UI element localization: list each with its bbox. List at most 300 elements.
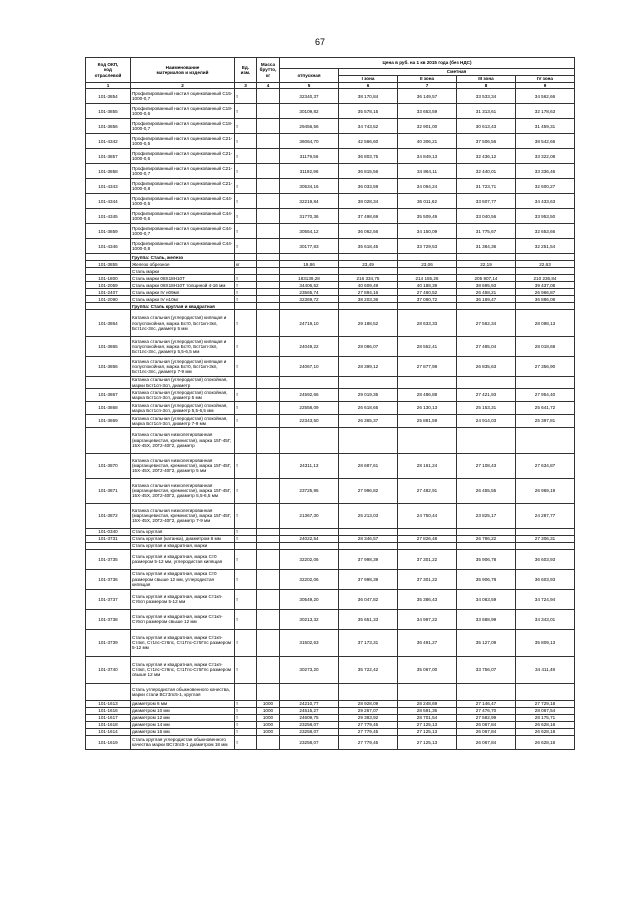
row-mass bbox=[257, 254, 280, 261]
header-unit-line2: изм. bbox=[240, 70, 251, 75]
row-code: 101-2090 bbox=[86, 296, 131, 303]
row-price-zone-2: 34 864,11 bbox=[398, 164, 457, 179]
row-price-zone-1: 27 894,16 bbox=[339, 289, 398, 296]
row-price-wholesale: 183139,28 bbox=[280, 275, 339, 282]
row-unit: т bbox=[235, 310, 257, 337]
row-unit: т bbox=[235, 337, 257, 357]
row-mass bbox=[257, 629, 280, 656]
row-name: Профилированный настил оцинкованный С44-1000-0,6 bbox=[131, 209, 235, 224]
row-price-zone-4 bbox=[516, 377, 575, 389]
row-mass bbox=[257, 478, 280, 503]
table-row bbox=[86, 310, 575, 337]
row-unit: т bbox=[235, 149, 257, 164]
row-unit: т bbox=[235, 239, 257, 254]
row-name: Группа: Сталь круглая и квадратная bbox=[131, 303, 235, 310]
row-price-zone-1: 26 618,65 bbox=[339, 401, 398, 414]
row-price-zone-4: 22,63 bbox=[516, 261, 575, 268]
page-number: 67 bbox=[314, 37, 325, 47]
row-price-wholesale bbox=[280, 528, 339, 535]
row-price-zone-2: 40 306,21 bbox=[398, 134, 457, 149]
row-price-zone-1: 42 566,60 bbox=[339, 134, 398, 149]
row-price-wholesale: 24210,77 bbox=[280, 700, 339, 707]
row-price-zone-1: 27 779,45 bbox=[339, 735, 398, 749]
row-unit: т bbox=[235, 388, 257, 401]
row-price-zone-2: 35 509,49 bbox=[398, 209, 457, 224]
row-code: 101-3857 bbox=[86, 149, 131, 164]
row-price-zone-4: 34 562,66 bbox=[516, 89, 575, 104]
row-price-zone-4 bbox=[516, 268, 575, 275]
row-price-zone-2: 214 155,26 bbox=[398, 275, 457, 282]
row-price-zone-3 bbox=[457, 377, 516, 389]
row-mass bbox=[257, 179, 280, 194]
row-unit: т bbox=[235, 609, 257, 629]
row-price-zone-3: 26 067,84 bbox=[457, 735, 516, 749]
row-price-zone-3: 32 440,01 bbox=[457, 164, 516, 179]
row-price-zone-1 bbox=[339, 268, 398, 275]
row-name: Катанка стальная (углеродистая) спокойная, марки Бст1сп-3сп, диаметр bbox=[131, 377, 235, 389]
row-mass bbox=[257, 209, 280, 224]
row-price-zone-2: 33 653,59 bbox=[398, 104, 457, 119]
row-code bbox=[86, 254, 131, 261]
row-price-zone-3: 31 723,71 bbox=[457, 179, 516, 194]
row-code: 101-4344 bbox=[86, 194, 131, 209]
row-price-zone-1: 28 399,12 bbox=[339, 357, 398, 377]
row-price-zone-1: 34 743,52 bbox=[339, 119, 398, 134]
row-price-zone-4 bbox=[516, 303, 575, 310]
row-name: Катанка стальная низколегированная (марганцевистая, кремнистая), марка 15Г-45Г, 15Х-45Х, 20Г2-40Г2, диаметр bbox=[131, 427, 235, 453]
row-unit: т bbox=[235, 282, 257, 289]
row-mass: 1000 bbox=[257, 700, 280, 707]
row-price-wholesale: 24022,54 bbox=[280, 535, 339, 542]
row-unit: т bbox=[235, 503, 257, 528]
table-row bbox=[86, 149, 575, 164]
row-price-zone-3 bbox=[457, 268, 516, 275]
row-price-zone-3: 35 906,78 bbox=[457, 549, 516, 569]
row-code: 101-1617 bbox=[86, 714, 131, 721]
table-row bbox=[86, 569, 575, 589]
row-price-wholesale: 23258,07 bbox=[280, 728, 339, 735]
table-row bbox=[86, 609, 575, 629]
row-code: 101-1800 bbox=[86, 275, 131, 282]
row-code: 101-1614 bbox=[86, 728, 131, 735]
row-price-wholesale: 31179,56 bbox=[280, 149, 339, 164]
row-price-zone-4: 39 437,08 bbox=[516, 282, 575, 289]
row-name: Сталь круглая и квадратная, марки bbox=[131, 542, 235, 549]
row-price-zone-1: 25 213,03 bbox=[339, 503, 398, 528]
row-unit: т bbox=[235, 478, 257, 503]
row-price-zone-2 bbox=[398, 427, 457, 453]
row-mass bbox=[257, 414, 280, 427]
row-price-wholesale: 31770,36 bbox=[280, 209, 339, 224]
header-code bbox=[86, 58, 131, 83]
row-unit: т bbox=[235, 528, 257, 535]
row-price-wholesale bbox=[280, 303, 339, 310]
row-unit: т bbox=[235, 179, 257, 194]
row-code bbox=[86, 683, 131, 700]
table-row bbox=[86, 427, 575, 453]
row-unit: т bbox=[235, 728, 257, 735]
row-price-zone-3: 33 507,77 bbox=[457, 194, 516, 209]
row-unit bbox=[235, 254, 257, 261]
row-price-zone-2: 28 161,24 bbox=[398, 453, 457, 478]
row-mass bbox=[257, 683, 280, 700]
table-row bbox=[86, 179, 575, 194]
row-code: 101-1613 bbox=[86, 700, 131, 707]
table-row bbox=[86, 414, 575, 427]
row-price-wholesale: 24609,75 bbox=[280, 714, 339, 721]
row-price-zone-1 bbox=[339, 683, 398, 700]
row-code: 101-3867 bbox=[86, 388, 131, 401]
row-price-zone-1: 35 722,42 bbox=[339, 656, 398, 683]
row-price-wholesale: 31502,63 bbox=[280, 629, 339, 656]
row-price-wholesale: 32202,06 bbox=[280, 549, 339, 569]
row-price-zone-3: 33 756,07 bbox=[457, 656, 516, 683]
row-mass bbox=[257, 503, 280, 528]
row-price-wholesale: 21367,30 bbox=[280, 503, 339, 528]
row-price-zone-1: 26 365,37 bbox=[339, 414, 398, 427]
row-price-zone-1: 35 651,33 bbox=[339, 609, 398, 629]
row-name: Катанка стальная (углеродистая) спокойная, марка Бст1сп-3сп, диаметр 5,5-6,5 мм bbox=[131, 401, 235, 414]
row-name: Профилированный настил оцинкованный С18-1000-0,6 bbox=[131, 104, 235, 119]
row-name: Катанка стальная (углеродистая) кипящая и полуспокойная, марка Бст0, Бст1кп-3кп, Бст1пс-3пс, диаметр 5,5-6,5 мм bbox=[131, 337, 235, 357]
row-name: Профилированный настил оцинкованный С21-1000-0,6 bbox=[131, 149, 235, 164]
row-price-zone-2: 36 491,27 bbox=[398, 629, 457, 656]
row-price-zone-4: 27 634,87 bbox=[516, 453, 575, 478]
price-table bbox=[85, 57, 575, 750]
table-row bbox=[86, 453, 575, 478]
row-price-zone-1 bbox=[339, 303, 398, 310]
table-row bbox=[86, 589, 575, 609]
row-price-zone-1: 27 779,45 bbox=[339, 721, 398, 728]
row-name: Сталь круглая и квадратная, марки Ст1кп-Ст4кп, Ст1пс-Ст6пс, Ст1Гпс-Ст5Гпс размером свыше 12 мм bbox=[131, 656, 235, 683]
table-row bbox=[86, 289, 575, 296]
row-code: 101-3871 bbox=[86, 478, 131, 503]
table-row bbox=[86, 528, 575, 535]
table-row bbox=[86, 268, 575, 275]
row-price-zone-4: 35 809,13 bbox=[516, 629, 575, 656]
column-number: 9 bbox=[516, 83, 575, 89]
row-unit: т bbox=[235, 357, 257, 377]
row-price-zone-4: 32 251,54 bbox=[516, 239, 575, 254]
row-price-zone-3: 26 458,21 bbox=[457, 289, 516, 296]
row-unit: т bbox=[235, 194, 257, 209]
row-price-zone-1 bbox=[339, 254, 398, 261]
row-price-wholesale: 24592,66 bbox=[280, 388, 339, 401]
row-mass bbox=[257, 337, 280, 357]
row-price-zone-1: 37 998,39 bbox=[339, 549, 398, 569]
row-unit: т bbox=[235, 549, 257, 569]
row-price-zone-4: 34 433,63 bbox=[516, 194, 575, 209]
table-row bbox=[86, 134, 575, 149]
header-unit bbox=[235, 58, 257, 83]
table-row bbox=[86, 357, 575, 377]
row-price-zone-4 bbox=[516, 542, 575, 549]
row-price-zone-1 bbox=[339, 528, 398, 535]
column-number: 7 bbox=[398, 83, 457, 89]
row-price-zone-4: 34 411,48 bbox=[516, 656, 575, 683]
column-number: 4 bbox=[257, 83, 280, 89]
row-code: 101-3731 bbox=[86, 535, 131, 542]
header-code-line3: отраслевой bbox=[94, 72, 122, 78]
row-price-zone-1: 37 173,31 bbox=[339, 629, 398, 656]
row-price-zone-3: 25 153,31 bbox=[457, 401, 516, 414]
row-price-zone-2: 27 125,13 bbox=[398, 728, 457, 735]
row-price-zone-3: 27 146,47 bbox=[457, 700, 516, 707]
row-price-wholesale: 30177,83 bbox=[280, 239, 339, 254]
header-mass-line2: брутто, bbox=[259, 67, 277, 73]
row-mass bbox=[257, 224, 280, 239]
table-row bbox=[86, 683, 575, 700]
row-mass bbox=[257, 528, 280, 535]
row-code: 101-3736 bbox=[86, 569, 131, 589]
header-mass-line3: кг bbox=[265, 72, 271, 78]
row-unit bbox=[235, 268, 257, 275]
row-mass: 1000 bbox=[257, 728, 280, 735]
row-price-zone-1: 27 996,82 bbox=[339, 478, 398, 503]
row-code bbox=[86, 542, 131, 549]
row-price-zone-1: 36 803,75 bbox=[339, 149, 398, 164]
table-row bbox=[86, 224, 575, 239]
row-price-zone-2: 28 633,33 bbox=[398, 310, 457, 337]
row-price-zone-3: 27 108,43 bbox=[457, 453, 516, 478]
row-unit bbox=[235, 377, 257, 389]
row-mass bbox=[257, 609, 280, 629]
row-mass bbox=[257, 164, 280, 179]
row-price-zone-2 bbox=[398, 377, 457, 389]
row-price-wholesale: 22343,50 bbox=[280, 414, 339, 427]
table-row bbox=[86, 549, 575, 569]
row-code: 101-2059 bbox=[86, 282, 131, 289]
row-price-zone-2: 37 090,72 bbox=[398, 296, 457, 303]
row-price-zone-1: 23,49 bbox=[339, 261, 398, 268]
header-mass-line1: Масса bbox=[260, 62, 276, 68]
table-row bbox=[86, 700, 575, 707]
row-price-zone-3: 26 835,63 bbox=[457, 357, 516, 377]
row-unit: т bbox=[235, 289, 257, 296]
table-row bbox=[86, 656, 575, 683]
row-unit: т bbox=[235, 721, 257, 728]
row-price-zone-4: 36 603,93 bbox=[516, 569, 575, 589]
row-price-zone-4: 33 953,50 bbox=[516, 209, 575, 224]
row-price-zone-3: 32 436,12 bbox=[457, 149, 516, 164]
row-name: Катанка стальная (углеродистая) кипящая и полуспокойная, марка Бст0, Бст1кп-3кп, Бст1пс-3пс, диаметр 5 мм bbox=[131, 310, 235, 337]
row-price-zone-2 bbox=[398, 542, 457, 549]
row-price-zone-3: 36 189,47 bbox=[457, 296, 516, 303]
row-unit: т bbox=[235, 209, 257, 224]
row-price-zone-4 bbox=[516, 683, 575, 700]
row-unit: т bbox=[235, 275, 257, 282]
row-price-wholesale: 30109,82 bbox=[280, 104, 339, 119]
row-unit: т bbox=[235, 119, 257, 134]
row-price-zone-2: 27 826,48 bbox=[398, 535, 457, 542]
row-price-zone-2: 28 701,54 bbox=[398, 714, 457, 721]
row-code: 101-4343 bbox=[86, 179, 131, 194]
row-price-zone-2 bbox=[398, 254, 457, 261]
row-price-zone-4: 27 356,90 bbox=[516, 357, 575, 377]
row-price-wholesale: 32369,72 bbox=[280, 296, 339, 303]
row-price-zone-1: 29 188,52 bbox=[339, 310, 398, 337]
row-price-wholesale bbox=[280, 683, 339, 700]
row-mass bbox=[257, 735, 280, 749]
table-row bbox=[86, 535, 575, 542]
header-name-line2: материалов и изделий bbox=[156, 70, 209, 75]
row-name: Катанка стальная низколегированная (марганцевистая, кремнистая), марка 15Г-45Г, 15Х-45Х, 20Г2-40Г2, диаметр 5 мм bbox=[131, 453, 235, 478]
row-code bbox=[86, 268, 131, 275]
row-price-zone-4: 36 886,08 bbox=[516, 296, 575, 303]
row-unit: т bbox=[235, 89, 257, 104]
row-mass: 1000 bbox=[257, 714, 280, 721]
row-mass bbox=[257, 296, 280, 303]
row-price-zone-2: 32 901,00 bbox=[398, 119, 457, 134]
row-code: 101-3856 bbox=[86, 119, 131, 134]
row-unit: т bbox=[235, 569, 257, 589]
row-code: 101-1618 bbox=[86, 721, 131, 728]
table-row bbox=[86, 104, 575, 119]
header-price: Цена в руб. на 1 кв 2015 года (без НДС) bbox=[280, 58, 575, 69]
row-price-zone-1: 29 267,07 bbox=[339, 707, 398, 714]
row-price-zone-4: 32 653,66 bbox=[516, 224, 575, 239]
row-unit: т bbox=[235, 104, 257, 119]
row-price-zone-3 bbox=[457, 528, 516, 535]
group-row bbox=[86, 303, 575, 310]
table-row bbox=[86, 629, 575, 656]
row-price-wholesale bbox=[280, 254, 339, 261]
row-price-wholesale: 23258,07 bbox=[280, 721, 339, 728]
column-number: 1 bbox=[86, 83, 131, 89]
row-price-wholesale: 31192,96 bbox=[280, 164, 339, 179]
row-price-wholesale: 23725,95 bbox=[280, 478, 339, 503]
row-code: 101-3869 bbox=[86, 414, 131, 427]
row-unit bbox=[235, 427, 257, 453]
row-unit: т bbox=[235, 714, 257, 721]
row-code: 101-3866 bbox=[86, 357, 131, 377]
row-code: 101-4342 bbox=[86, 134, 131, 149]
row-price-zone-3 bbox=[457, 303, 516, 310]
row-price-zone-4: 26 966,87 bbox=[516, 289, 575, 296]
row-price-zone-4: 210 236,84 bbox=[516, 275, 575, 282]
row-price-zone-3: 31 313,61 bbox=[457, 104, 516, 119]
row-price-zone-3: 35 906,78 bbox=[457, 569, 516, 589]
row-price-wholesale: 34406,52 bbox=[280, 282, 339, 289]
row-code: 101-1616 bbox=[86, 707, 131, 714]
row-unit: т bbox=[235, 707, 257, 714]
row-name: Сталь круглая и квадратная, марка Ст0 размером свыше 12 мм, углеродистая кипящая bbox=[131, 569, 235, 589]
row-name: диаметром 12 мм bbox=[131, 714, 235, 721]
row-unit bbox=[235, 542, 257, 549]
row-price-wholesale: 29456,56 bbox=[280, 119, 339, 134]
row-unit: т bbox=[235, 453, 257, 478]
row-price-zone-3 bbox=[457, 683, 516, 700]
row-price-zone-1: 35 578,15 bbox=[339, 104, 398, 119]
row-code: 101-3858 bbox=[86, 164, 131, 179]
row-price-zone-3: 31 384,36 bbox=[457, 239, 516, 254]
row-price-wholesale: 24067,10 bbox=[280, 357, 339, 377]
table-row bbox=[86, 337, 575, 357]
row-price-zone-3: 37 506,56 bbox=[457, 134, 516, 149]
row-mass bbox=[257, 535, 280, 542]
row-name: Катанка стальная (углеродистая) спокойная, марка Бст1сп-3сп, диаметр 5 мм bbox=[131, 388, 235, 401]
row-unit: т bbox=[235, 656, 257, 683]
row-name: Сталь круглая и квадратная, марки Ст1кп-Ст4кп, Ст1пс-Ст6пс, Ст1Гпс-Ст5Гпс размером 5-12 мм bbox=[131, 629, 235, 656]
header-wholesale: отпускная bbox=[280, 69, 339, 83]
row-price-zone-2: 24 750,44 bbox=[398, 503, 457, 528]
table-row bbox=[86, 209, 575, 224]
row-code: 101-3864 bbox=[86, 310, 131, 337]
row-price-zone-2: 34 997,22 bbox=[398, 609, 457, 629]
row-price-wholesale: 30534,16 bbox=[280, 179, 339, 194]
row-price-zone-3: 27 421,93 bbox=[457, 388, 516, 401]
table-row bbox=[86, 728, 575, 735]
table-row bbox=[86, 296, 575, 303]
row-price-zone-2: 36 011,62 bbox=[398, 194, 457, 209]
row-price-zone-3: 33 688,99 bbox=[457, 609, 516, 629]
row-price-wholesale bbox=[280, 542, 339, 549]
row-mass bbox=[257, 453, 280, 478]
row-price-zone-3: 23 825,17 bbox=[457, 503, 516, 528]
row-unit: т bbox=[235, 296, 257, 303]
row-price-zone-3: 30 613,43 bbox=[457, 119, 516, 134]
row-price-zone-2: 34 150,09 bbox=[398, 224, 457, 239]
row-price-zone-1: 38 203,36 bbox=[339, 296, 398, 303]
row-code: 101-3865 bbox=[86, 337, 131, 357]
row-code: 101-3868 bbox=[86, 401, 131, 414]
row-price-zone-3: 27 485,04 bbox=[457, 337, 516, 357]
row-price-zone-2: 34 094,24 bbox=[398, 179, 457, 194]
row-name: Железо обрезное bbox=[131, 261, 235, 268]
row-name: Профилированный настил оцинкованный С21-1000-0,5 bbox=[131, 134, 235, 149]
row-name: Сталь круглая и квадратная, марки Ст1кп-Ст6сп размером свыше 12 мм bbox=[131, 609, 235, 629]
row-price-zone-3 bbox=[457, 542, 516, 549]
table-row bbox=[86, 542, 575, 549]
row-code: 101-3737 bbox=[86, 589, 131, 609]
row-name: Сталь марки 08Х18Н10Т bbox=[131, 275, 235, 282]
row-code: 101-0340 bbox=[86, 528, 131, 535]
row-price-zone-2: 25 881,59 bbox=[398, 414, 457, 427]
column-number: 3 bbox=[235, 83, 257, 89]
row-price-wholesale: 23565,74 bbox=[280, 289, 339, 296]
row-price-zone-2: 26 130,13 bbox=[398, 401, 457, 414]
header-name-line1: Наименование bbox=[165, 64, 200, 70]
header-mass bbox=[257, 58, 280, 83]
row-price-wholesale: 19,86 bbox=[280, 261, 339, 268]
row-price-zone-4: 38 542,66 bbox=[516, 134, 575, 149]
row-code: 101-3740 bbox=[86, 656, 131, 683]
row-price-wholesale: 30213,32 bbox=[280, 609, 339, 629]
row-code bbox=[86, 427, 131, 453]
row-price-zone-2 bbox=[398, 528, 457, 535]
row-name: Сталь углеродистая обыкновенного качества, марки стали ВСт3пс5-1, круглая bbox=[131, 683, 235, 700]
row-price-wholesale: 30273,20 bbox=[280, 656, 339, 683]
row-price-zone-2: 37 301,22 bbox=[398, 549, 457, 569]
row-unit: т bbox=[235, 224, 257, 239]
row-mass bbox=[257, 119, 280, 134]
row-name: диаметром 10 мм bbox=[131, 707, 235, 714]
column-number: 6 bbox=[339, 83, 398, 89]
row-price-zone-4: 28 098,13 bbox=[516, 310, 575, 337]
row-price-zone-3: 31 775,67 bbox=[457, 224, 516, 239]
header-estimate: Сметная bbox=[339, 69, 575, 76]
row-price-wholesale: 22558,09 bbox=[280, 401, 339, 414]
row-price-zone-1: 38 170,84 bbox=[339, 89, 398, 104]
table-row bbox=[86, 707, 575, 714]
row-name: Сталь марки 08Х18Н10Т толщиной 4-16 мм bbox=[131, 282, 235, 289]
row-code: 101-2407 bbox=[86, 289, 131, 296]
row-unit: т bbox=[235, 629, 257, 656]
row-price-zone-4 bbox=[516, 528, 575, 535]
row-price-zone-1: 40 609,49 bbox=[339, 282, 398, 289]
row-name: Сталь круглая (катанка), диаметром 8 мм bbox=[131, 535, 235, 542]
row-price-zone-2: 28 591,36 bbox=[398, 707, 457, 714]
